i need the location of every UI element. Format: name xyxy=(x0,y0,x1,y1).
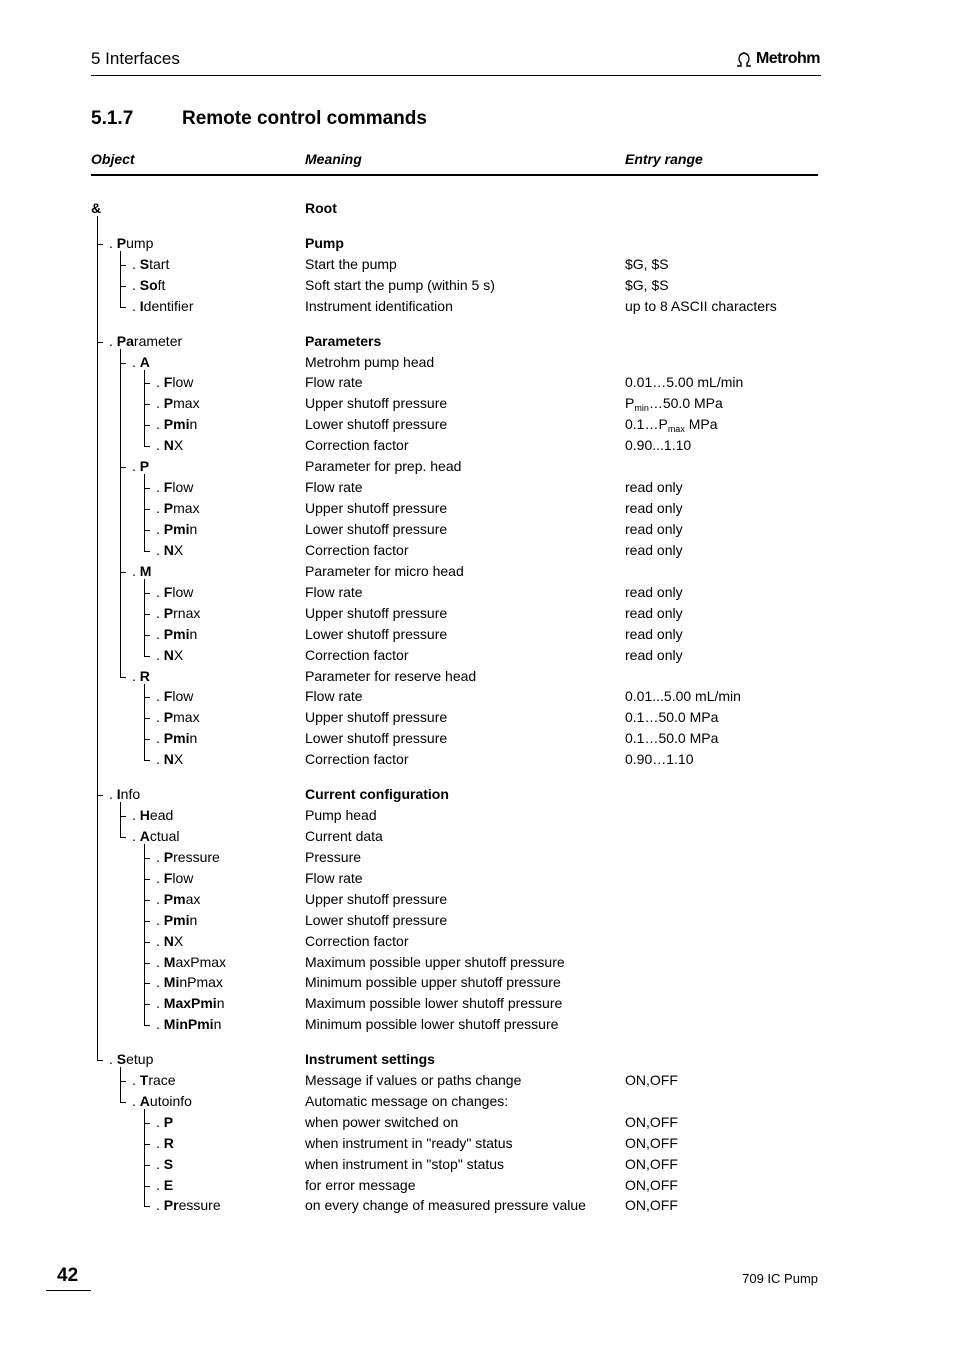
range-cell: 0.1…50.0 MPa xyxy=(625,730,719,746)
table-row xyxy=(0,233,954,254)
object-cell: . S xyxy=(156,1156,174,1172)
meaning-cell: Upper shutoff pressure xyxy=(305,605,448,621)
tree-branch-line xyxy=(144,1186,150,1187)
object-cell: . NX xyxy=(156,933,184,949)
object-cell: . A xyxy=(132,354,150,370)
meaning-cell: Parameter for reserve head xyxy=(305,668,477,684)
object-rest: race xyxy=(148,1072,176,1088)
table-row xyxy=(0,198,954,219)
tree-branch-line xyxy=(144,858,150,859)
object-cell: . Info xyxy=(109,786,141,802)
object-rest: ump xyxy=(126,235,154,251)
tree-branch-line xyxy=(144,879,150,880)
tree-branch-line xyxy=(144,1123,150,1124)
meaning-cell: Parameter for micro head xyxy=(305,563,464,579)
column-header-meaning: Meaning xyxy=(305,151,362,167)
object-abbrev: P xyxy=(163,500,174,516)
object-cell: . Pmin xyxy=(156,416,198,432)
tree-branch-line xyxy=(144,488,150,489)
object-abbrev: P xyxy=(139,458,150,474)
meaning-cell: Soft start the pump (within 5 s) xyxy=(305,277,495,293)
range-cell: ON,OFF xyxy=(625,1135,678,1151)
object-cell: . Head xyxy=(132,807,174,823)
tree-branch-line xyxy=(120,363,126,364)
meaning-cell: Flow rate xyxy=(305,870,363,886)
meaning-cell: Lower shutoff pressure xyxy=(305,626,448,642)
meaning-cell: when instrument in "ready" status xyxy=(305,1135,513,1151)
object-cell: . Flow xyxy=(156,870,194,886)
tree-branch-line xyxy=(120,1102,126,1103)
meaning-cell: Start the pump xyxy=(305,256,397,272)
meaning-cell: when instrument in "stop" status xyxy=(305,1156,505,1172)
tree-branch-line xyxy=(144,509,150,510)
meaning-cell: Instrument identification xyxy=(305,298,453,314)
object-cell: . Setup xyxy=(109,1051,154,1067)
object-abbrev: R xyxy=(163,1135,174,1151)
tree-branch-line xyxy=(120,286,126,287)
meaning-cell: Root xyxy=(305,200,337,216)
tree-branch-line xyxy=(144,760,150,761)
tree-vertical-line xyxy=(144,370,145,447)
object-cell: . Pmax xyxy=(156,709,200,725)
tree-branch-line xyxy=(120,1081,126,1082)
meaning-cell: Flow rate xyxy=(305,479,363,495)
range-cell: $P_{min}\dots 50.0$ MPa xyxy=(625,395,723,413)
meaning-cell: Lower shutoff pressure xyxy=(305,521,448,537)
object-abbrev: Pr xyxy=(163,1197,179,1213)
object-rest: n xyxy=(213,1016,222,1032)
object-cell: . Actual xyxy=(132,828,180,844)
object-cell: . NX xyxy=(156,647,184,663)
object-rest: X xyxy=(173,751,184,767)
tree-branch-line xyxy=(120,816,126,817)
object-rest: rnax xyxy=(173,605,201,621)
object-rest: tart xyxy=(149,256,170,272)
object-rest: n xyxy=(216,995,225,1011)
range-cell: 0.1…50.0 MPa xyxy=(625,709,719,725)
object-abbrev: A xyxy=(139,1093,150,1109)
table-row xyxy=(0,254,954,275)
object-abbrev: N xyxy=(163,437,174,453)
meaning-cell: Correction factor xyxy=(305,647,409,663)
tree-branch-line xyxy=(144,446,150,447)
object-cell: . Pmin xyxy=(156,730,198,746)
table-row xyxy=(0,296,954,317)
object-abbrev: S xyxy=(163,1156,174,1172)
page-number: 42 xyxy=(57,1265,79,1286)
range-cell: read only xyxy=(625,647,683,663)
column-header-rule xyxy=(91,174,818,176)
tree-branch-line xyxy=(144,530,150,531)
object-rest: max xyxy=(173,709,200,725)
object-cell: . R xyxy=(156,1135,174,1151)
object-cell: . Start xyxy=(132,256,170,272)
meaning-cell: Maximum possible upper shutoff pressure xyxy=(305,954,565,970)
object-abbrev: MinPmi xyxy=(163,1016,214,1032)
object-abbrev: Pmi xyxy=(163,626,190,642)
range-cell: ON,OFF xyxy=(625,1177,678,1193)
object-rest: nPmax xyxy=(179,974,223,990)
object-rest: n xyxy=(189,912,198,928)
meaning-cell: Upper shutoff pressure xyxy=(305,500,448,516)
object-abbrev: N xyxy=(163,647,174,663)
tree-branch-line xyxy=(144,739,150,740)
meaning-cell: Metrohm pump head xyxy=(305,354,435,370)
range-cell: 0.01...5.00 mL/min xyxy=(625,688,741,704)
meaning-cell: Lower shutoff pressure xyxy=(305,730,448,746)
range-cell: read only xyxy=(625,542,683,558)
meaning-cell: Parameters xyxy=(305,333,382,349)
object-cell: . P xyxy=(156,1114,174,1130)
meaning-cell: Upper shutoff pressure xyxy=(305,891,448,907)
object-abbrev: & xyxy=(91,200,102,216)
object-abbrev: P xyxy=(163,395,174,411)
object-abbrev: I xyxy=(139,298,144,314)
header-rule xyxy=(91,75,821,76)
range-cell: ON,OFF xyxy=(625,1156,678,1172)
object-cell: . Pmax xyxy=(156,891,201,907)
object-rest: X xyxy=(173,647,184,663)
object-abbrev: P xyxy=(116,235,127,251)
meaning-cell: Correction factor xyxy=(305,542,409,558)
meaning-cell: Current configuration xyxy=(305,786,449,802)
object-abbrev: I xyxy=(116,786,121,802)
object-cell: . Flow xyxy=(156,688,194,704)
range-cell: up to 8 ASCII characters xyxy=(625,298,777,314)
object-abbrev: Pmi xyxy=(163,912,190,928)
tree-branch-line xyxy=(120,467,126,468)
object-rest: max xyxy=(173,395,200,411)
object-cell: . Pmax xyxy=(156,500,200,516)
meaning-cell: Automatic message on changes: xyxy=(305,1093,509,1109)
object-cell: . Trace xyxy=(132,1072,176,1088)
object-abbrev: P xyxy=(163,605,174,621)
meaning-cell: Lower shutoff pressure xyxy=(305,416,448,432)
object-abbrev: MaxPmi xyxy=(163,995,217,1011)
meaning-cell: Message if values or paths change xyxy=(305,1072,522,1088)
column-header-object: Object xyxy=(91,151,135,167)
range-cell: read only xyxy=(625,479,683,495)
range-cell: ON,OFF xyxy=(625,1197,678,1213)
meaning-cell: Minimum possible lower shutoff pressure xyxy=(305,1016,559,1032)
range-cell: ON,OFF xyxy=(625,1114,678,1130)
range-cell: $G, $S xyxy=(625,256,669,272)
tree-vertical-line xyxy=(120,802,121,838)
object-rest: n xyxy=(189,416,198,432)
table-row xyxy=(0,784,954,805)
object-cell: . P xyxy=(132,458,150,474)
meaning-cell: Flow rate xyxy=(305,374,363,390)
object-abbrev: Pmi xyxy=(163,521,190,537)
object-cell: . Autoinfo xyxy=(132,1093,192,1109)
tree-branch-line xyxy=(97,795,103,796)
object-abbrev: Pa xyxy=(116,333,134,349)
object-cell: . MinPmin xyxy=(156,1016,222,1032)
object-cell: . Flow xyxy=(156,374,194,390)
object-rest: max xyxy=(173,500,200,516)
object-abbrev: A xyxy=(139,828,150,844)
tree-branch-line xyxy=(144,383,150,384)
tree-branch-line xyxy=(144,404,150,405)
object-cell: . NX xyxy=(156,542,184,558)
object-abbrev: Pmi xyxy=(163,416,190,432)
object-abbrev: F xyxy=(163,479,173,495)
object-cell: . Prnax xyxy=(156,605,201,621)
object-rest: dentifier xyxy=(143,298,194,314)
object-cell: . Pressure xyxy=(156,849,220,865)
meaning-cell: when power switched on xyxy=(305,1114,459,1130)
range-cell: read only xyxy=(625,605,683,621)
range-cell: read only xyxy=(625,521,683,537)
object-cell: . Pmin xyxy=(156,521,198,537)
tree-branch-line xyxy=(144,921,150,922)
object-cell: . MaxPmin xyxy=(156,995,225,1011)
object-abbrev: P xyxy=(163,709,174,725)
tree-branch-line xyxy=(97,244,103,245)
meaning-cell: Pressure xyxy=(305,849,362,865)
tree-vertical-line xyxy=(144,474,145,552)
range-cell: 0.90...1.10 xyxy=(625,437,692,453)
range-cell: $0.1\dots P_{max}$ MPa xyxy=(625,416,718,434)
object-abbrev: M xyxy=(163,954,176,970)
object-rest: n xyxy=(189,626,198,642)
tree-branch-line xyxy=(120,572,126,573)
object-cell: . Identifier xyxy=(132,298,194,314)
meaning-cell: Correction factor xyxy=(305,437,409,453)
object-cell: . NX xyxy=(156,437,184,453)
tree-branch-line xyxy=(144,425,150,426)
meaning-cell: Flow rate xyxy=(305,584,363,600)
tree-branch-line xyxy=(144,963,150,964)
object-cell: . E xyxy=(156,1177,174,1193)
tree-vertical-line xyxy=(120,349,121,678)
tree-branch-line xyxy=(120,677,126,678)
object-cell: . MaxPmax xyxy=(156,954,227,970)
table-row xyxy=(0,805,954,826)
object-rest: utoinfo xyxy=(149,1093,192,1109)
object-rest: axPmax xyxy=(175,954,227,970)
meaning-cell: Flow rate xyxy=(305,688,363,704)
tree-branch-line xyxy=(144,718,150,719)
chapter-header: 5 Interfaces xyxy=(91,49,180,68)
footer-rule xyxy=(46,1290,91,1291)
meaning-cell: Parameter for prep. head xyxy=(305,458,462,474)
object-rest: ctual xyxy=(149,828,180,844)
tree-branch-line xyxy=(144,1004,150,1005)
object-cell: . NX xyxy=(156,751,184,767)
object-abbrev: N xyxy=(163,542,174,558)
object-rest: rameter xyxy=(133,333,183,349)
table-row xyxy=(0,1070,954,1091)
table-row xyxy=(0,1049,954,1070)
object-rest: X xyxy=(173,542,184,558)
object-abbrev: M xyxy=(139,563,152,579)
object-rest: ft xyxy=(157,277,166,293)
object-cell: . MinPmax xyxy=(156,974,223,990)
object-rest: low xyxy=(172,374,194,390)
object-cell: . M xyxy=(132,563,152,579)
tree-vertical-line xyxy=(144,684,145,761)
object-rest: essure xyxy=(178,1197,221,1213)
tree-branch-line xyxy=(144,656,150,657)
object-rest: low xyxy=(172,479,194,495)
object-abbrev: Pm xyxy=(163,891,186,907)
table-row xyxy=(0,331,954,352)
section-title: Remote control commands xyxy=(182,108,427,129)
object-rest: ax xyxy=(185,891,201,907)
tree-branch-line xyxy=(144,1206,150,1207)
meaning-cell: Correction factor xyxy=(305,751,409,767)
object-abbrev: P xyxy=(163,1114,174,1130)
object-cell: . R xyxy=(132,668,150,684)
object-cell: . Soft xyxy=(132,277,166,293)
object-abbrev: N xyxy=(163,751,174,767)
tree-branch-line xyxy=(144,593,150,594)
meaning-cell: for error message xyxy=(305,1177,416,1193)
object-rest: n xyxy=(189,521,198,537)
object-abbrev: Pmi xyxy=(163,730,190,746)
object-rest: low xyxy=(172,870,194,886)
object-rest: ead xyxy=(149,807,174,823)
tree-branch-line xyxy=(120,265,126,266)
object-abbrev: A xyxy=(139,354,150,370)
tree-branch-line xyxy=(144,697,150,698)
object-abbrev: P xyxy=(163,849,174,865)
object-abbrev: E xyxy=(163,1177,174,1193)
range-cell: 0.01…5.00 mL/min xyxy=(625,374,744,390)
object-abbrev: S xyxy=(116,1051,127,1067)
range-cell: ON,OFF xyxy=(625,1072,678,1088)
object-abbrev: F xyxy=(163,584,173,600)
tree-branch-line xyxy=(97,342,103,343)
object-cell: . Pmin xyxy=(156,912,198,928)
product-name: 709 IC Pump xyxy=(742,1271,818,1286)
tree-branch-line xyxy=(144,635,150,636)
range-cell: read only xyxy=(625,584,683,600)
object-abbrev: So xyxy=(139,277,158,293)
logo-text: Metrohm xyxy=(755,50,820,67)
tree-branch-line xyxy=(144,614,150,615)
meaning-cell: Maximum possible lower shutoff pressure xyxy=(305,995,563,1011)
object-rest: nfo xyxy=(120,786,141,802)
meaning-cell: Instrument settings xyxy=(305,1051,435,1067)
omega-logo-icon xyxy=(735,51,753,67)
range-cell: read only xyxy=(625,500,683,516)
tree-branch-line xyxy=(144,942,150,943)
meaning-cell: Upper shutoff pressure xyxy=(305,395,448,411)
meaning-cell: Lower shutoff pressure xyxy=(305,912,448,928)
object-abbrev: N xyxy=(163,933,174,949)
tree-branch-line xyxy=(120,307,126,308)
column-header-range: Entry range xyxy=(625,151,703,167)
object-rest: etup xyxy=(126,1051,154,1067)
tree-branch-line xyxy=(144,900,150,901)
range-cell: 0.90…1.10 xyxy=(625,751,694,767)
tree-branch-line xyxy=(144,1025,150,1026)
metrohm-logo xyxy=(735,50,820,68)
object-rest: X xyxy=(173,933,184,949)
tree-branch-line xyxy=(144,1165,150,1166)
object-abbrev: R xyxy=(139,668,150,684)
object-cell: . Pressure xyxy=(156,1197,221,1213)
meaning-cell: Pump xyxy=(305,235,344,251)
tree-branch-line xyxy=(144,983,150,984)
table-row xyxy=(0,275,954,296)
object-rest: low xyxy=(172,688,194,704)
range-cell: read only xyxy=(625,626,683,642)
object-abbrev: H xyxy=(139,807,150,823)
object-rest: low xyxy=(172,584,194,600)
section-number: 5.1.7 xyxy=(91,108,134,129)
tree-vertical-line xyxy=(144,579,145,657)
tree-vertical-line xyxy=(144,844,145,1026)
tree-branch-line xyxy=(97,1060,103,1061)
tree-branch-line xyxy=(144,1144,150,1145)
object-rest: ressure xyxy=(173,849,220,865)
object-cell: . Flow xyxy=(156,479,194,495)
range-cell: $G, $S xyxy=(625,277,669,293)
object-abbrev: Mi xyxy=(163,974,180,990)
object-cell: . Pmax xyxy=(156,395,200,411)
object-abbrev: F xyxy=(163,870,173,886)
object-cell: . Pump xyxy=(109,235,154,251)
object-rest: n xyxy=(189,730,198,746)
tree-branch-line xyxy=(144,551,150,552)
object-abbrev: F xyxy=(163,688,173,704)
meaning-cell: Current data xyxy=(305,828,383,844)
object-cell: . Flow xyxy=(156,584,194,600)
meaning-cell: Minimum possible upper shutoff pressure xyxy=(305,974,561,990)
object-abbrev: F xyxy=(163,374,173,390)
object-abbrev: S xyxy=(139,256,150,272)
tree-vertical-line xyxy=(120,251,121,308)
tree-branch-line xyxy=(120,837,126,838)
meaning-cell: Pump head xyxy=(305,807,377,823)
meaning-cell: Upper shutoff pressure xyxy=(305,709,448,725)
tree-vertical-line xyxy=(120,1067,121,1103)
object-cell: . Pmin xyxy=(156,626,198,642)
meaning-cell: on every change of measured pressure value xyxy=(305,1197,586,1213)
object-abbrev: T xyxy=(139,1072,149,1088)
object-rest: X xyxy=(173,437,184,453)
object-cell: . Parameter xyxy=(109,333,183,349)
meaning-cell: Correction factor xyxy=(305,933,409,949)
